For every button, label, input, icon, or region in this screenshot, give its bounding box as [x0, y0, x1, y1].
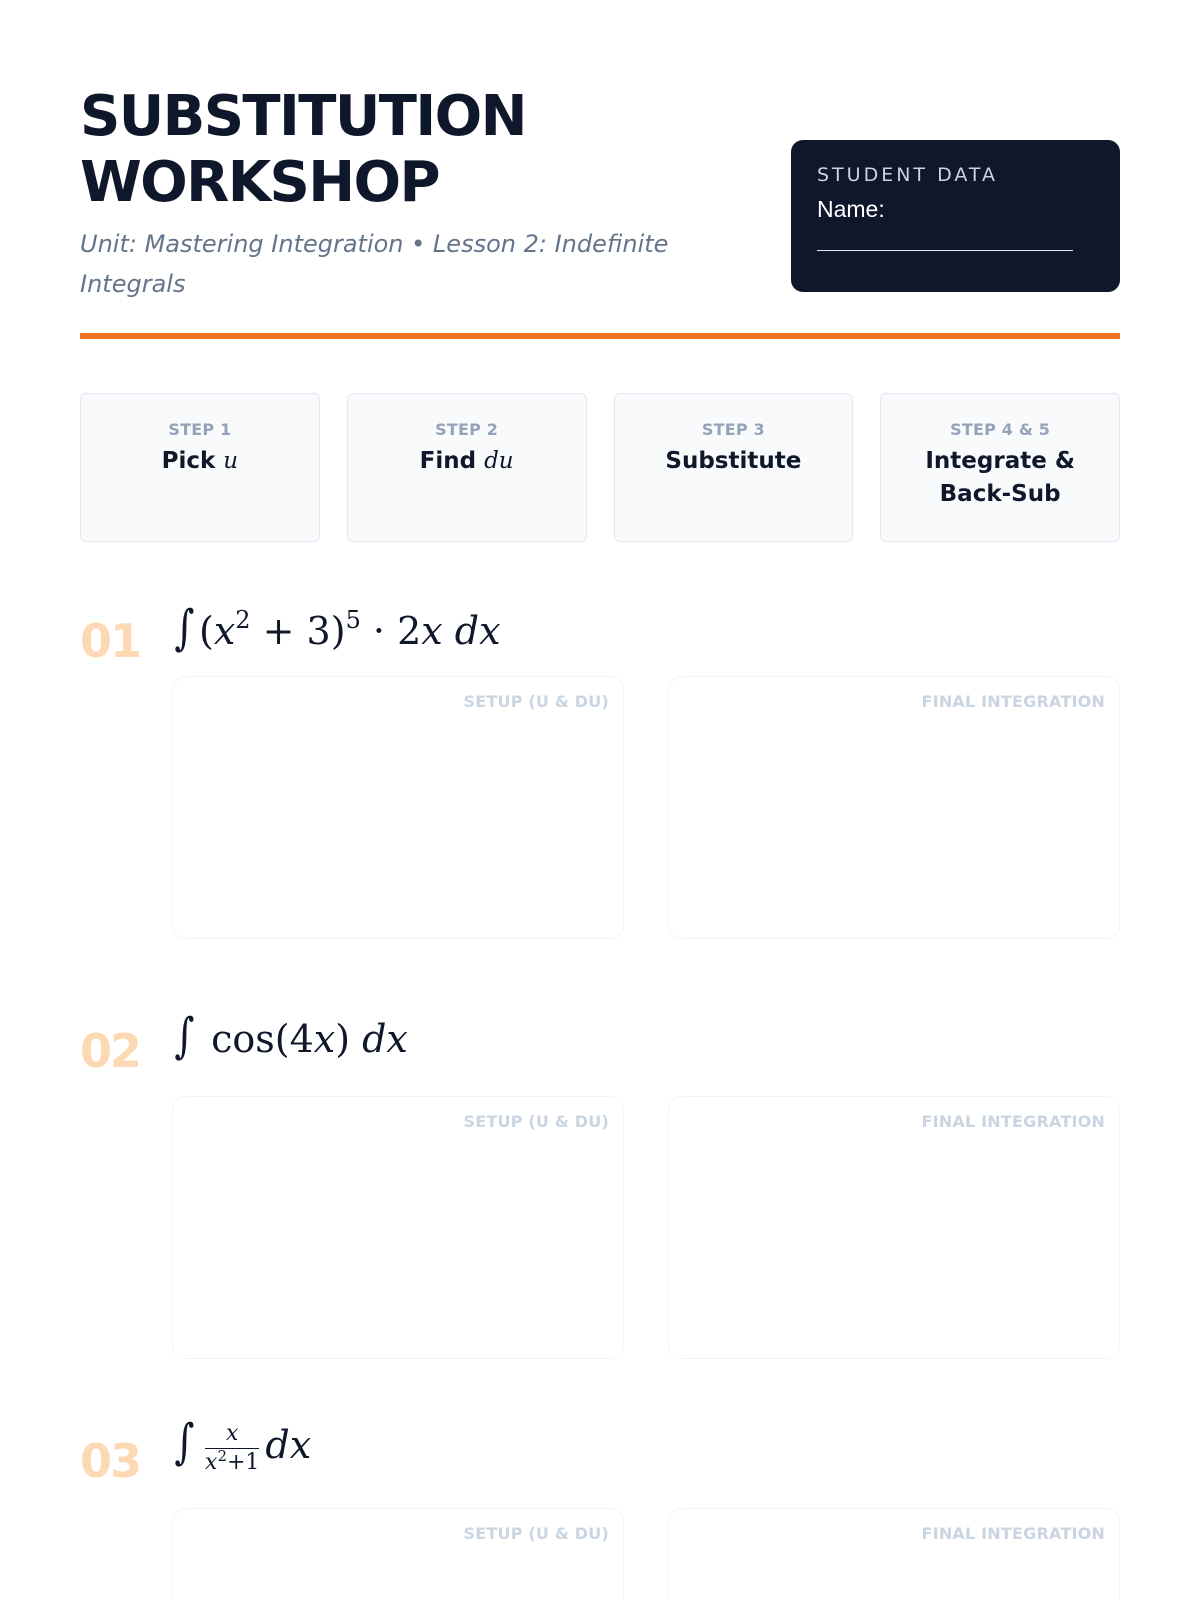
page-subtitle: Unit: Mastering Integration • Lesson 2: Indefinite Integrals: [80, 230, 669, 298]
student-card-label: STUDENT DATA: [817, 164, 999, 186]
step-title: [348, 445, 586, 478]
worksheet-header: [80, 84, 1120, 298]
header-divider: [80, 333, 1120, 339]
step-label: STEP 4 & 5: [950, 420, 1051, 439]
setup-box[interactable]: [172, 1096, 624, 1359]
page-title: SUBSTITUTION WORKSHOP: [80, 84, 526, 215]
final-box-label: FINAL INTEGRATION: [921, 692, 1105, 711]
step-math: u: [223, 448, 239, 474]
problem-number: 03: [80, 1434, 141, 1488]
step-title-text: Find: [419, 448, 477, 474]
step-card-1: [80, 393, 320, 542]
problem-03: [80, 1414, 1120, 1600]
step-card-4: [880, 393, 1120, 542]
problem-01: [80, 600, 1120, 960]
final-integration-box[interactable]: [668, 1096, 1120, 1359]
step-math: du: [484, 448, 514, 474]
final-box-label: FINAL INTEGRATION: [921, 1524, 1105, 1543]
student-name-label: Name:: [817, 196, 885, 222]
final-integration-box[interactable]: [668, 1508, 1120, 1600]
problem-expression: ∫ cos(4x) dx: [174, 1008, 408, 1064]
final-integration-box[interactable]: [668, 676, 1120, 939]
step-label: STEP 3: [701, 420, 765, 439]
step-label: STEP 2: [435, 420, 499, 439]
steps-row: [80, 393, 1120, 542]
final-box-label: FINAL INTEGRATION: [921, 1112, 1105, 1131]
problem-expression: ∫ $\frac{x}{x^2+1}$ dx: [174, 1414, 312, 1475]
problem-expression: ∫ $(x^2 + 3)^5 \cdot 2x$ dx: [174, 600, 501, 656]
student-name-line[interactable]: [817, 233, 1073, 251]
step-title-text: Pick: [161, 448, 216, 474]
step-title: [81, 445, 319, 478]
step-title: Substitute: [665, 448, 802, 474]
problem-02: [80, 1008, 1120, 1368]
step-card-2: [347, 393, 587, 542]
step-card-3: [614, 393, 854, 542]
step-label: STEP 1: [168, 420, 232, 439]
problem-number: 02: [80, 1024, 141, 1078]
problem-number: 01: [80, 614, 141, 668]
setup-box[interactable]: [172, 676, 624, 939]
student-data-card: [791, 140, 1120, 292]
step-title: Integrate & Back-Sub: [925, 448, 1075, 507]
setup-box[interactable]: [172, 1508, 624, 1600]
setup-box-label: SETUP (U & DU): [463, 1524, 609, 1543]
setup-box-label: SETUP (U & DU): [463, 692, 609, 711]
setup-box-label: SETUP (U & DU): [463, 1112, 609, 1131]
